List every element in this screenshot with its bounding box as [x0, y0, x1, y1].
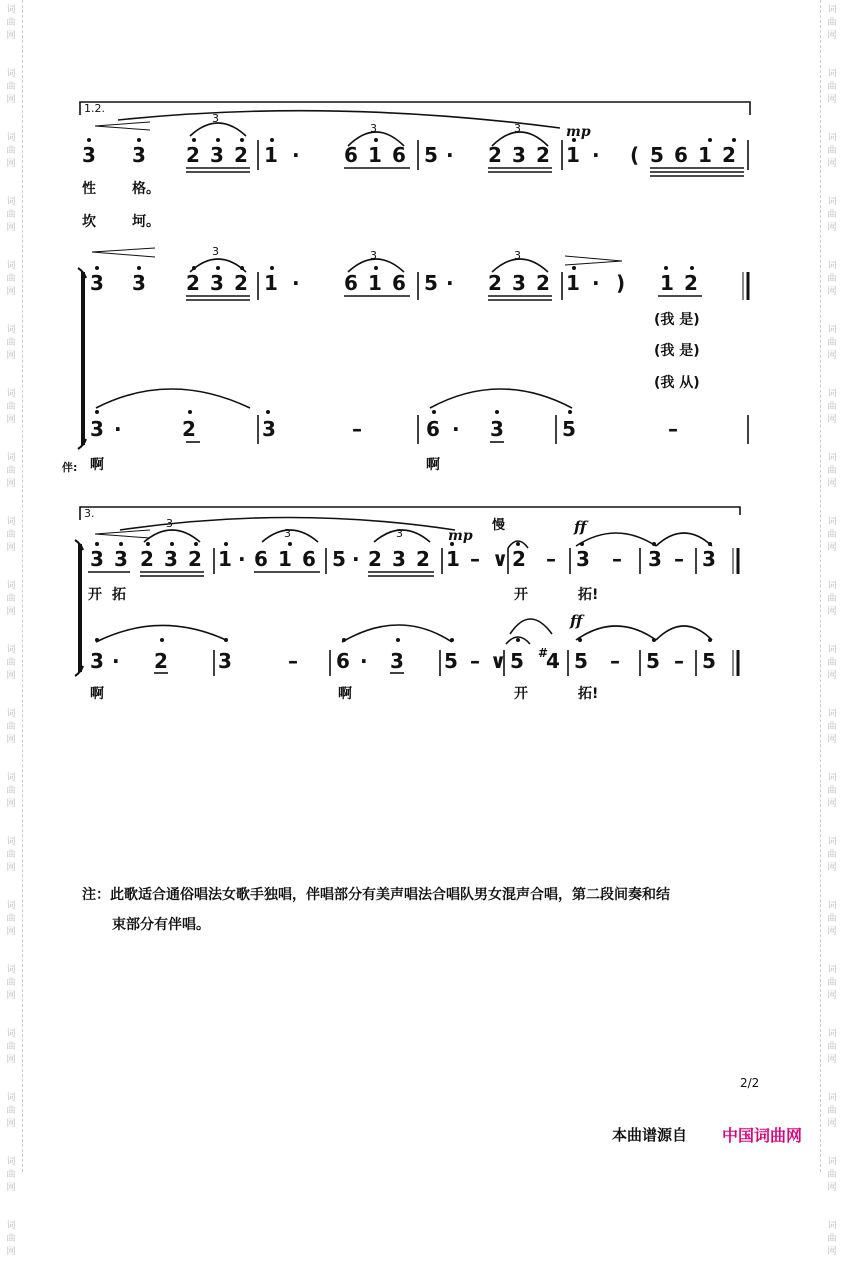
note-13: 3 — [512, 271, 526, 295]
watermark-char: 词 — [827, 261, 837, 271]
note-5: 1 — [218, 547, 232, 571]
watermark-char: 词 — [827, 1221, 837, 1231]
watermark-char: 曲 — [827, 594, 837, 604]
note-7: 3 — [390, 649, 404, 673]
note-18: 1 — [660, 271, 674, 295]
note-23: – — [674, 547, 684, 571]
note-6: · — [238, 547, 246, 571]
note-11: · — [352, 547, 360, 571]
watermark-char: 曲 — [827, 274, 837, 284]
watermark-char: 曲 — [6, 850, 16, 860]
note-5: 1 — [264, 271, 278, 295]
watermark-char: 曲 — [827, 18, 837, 28]
watermark-char: 词 — [6, 1221, 16, 1231]
watermark-char: 词 — [827, 645, 837, 655]
lyric-ah: 啊 — [338, 686, 352, 702]
note-13: 4 — [546, 649, 560, 673]
note-2: 2 — [182, 417, 196, 441]
lyric-kai: 开 — [514, 587, 528, 603]
watermark-char: 词 — [6, 261, 16, 271]
watermark-char: 词 — [827, 453, 837, 463]
watermark-char: 网 — [827, 351, 837, 361]
note-7: 6 — [344, 271, 358, 295]
note-8: 1 — [278, 547, 292, 571]
lyric-tuo: 拓! — [578, 686, 599, 702]
watermark-char: 曲 — [827, 786, 837, 796]
watermark-char: 词 — [827, 5, 837, 15]
note-15: 1 — [566, 143, 580, 167]
watermark-char: 词 — [6, 197, 16, 207]
note-3: 3 — [262, 417, 276, 441]
note-7: 6 — [254, 547, 268, 571]
watermark-char: 曲 — [827, 722, 837, 732]
note-12: 2 — [488, 143, 502, 167]
watermark-char: 曲 — [6, 594, 16, 604]
note-15: 1 — [566, 271, 580, 295]
note-16: 5 — [646, 649, 660, 673]
note-24: 3 — [702, 547, 716, 571]
note-2: 2 — [154, 649, 168, 673]
watermark-char: 网 — [6, 607, 16, 617]
note-18: 5 — [702, 649, 716, 673]
watermark-char: 曲 — [6, 18, 16, 28]
watermark-char: 词 — [6, 901, 16, 911]
source-label: 本曲谱源自 — [612, 1126, 688, 1144]
watermark-char: 网 — [827, 1119, 837, 1129]
watermark-char: 网 — [827, 31, 837, 41]
note-12: # — [538, 646, 549, 660]
note-11: 5 — [510, 649, 524, 673]
note-10: ∨ — [490, 649, 507, 673]
note-19: 6 — [674, 143, 688, 167]
note-1: · — [112, 649, 120, 673]
note-1: 3 — [132, 271, 146, 295]
watermark-char: 曲 — [6, 466, 16, 476]
note-16: · — [592, 271, 600, 295]
lyric-1: 性 — [82, 181, 96, 197]
watermark-char: 词 — [827, 709, 837, 719]
note-4: – — [352, 417, 362, 441]
watermark-char: 曲 — [6, 338, 16, 348]
watermark-char: 网 — [6, 1247, 16, 1257]
lyric-paren-2: (我 是) — [654, 343, 700, 359]
watermark-char: 网 — [827, 543, 837, 553]
note-14: 2 — [536, 143, 550, 167]
note-1: 3 — [132, 143, 146, 167]
watermark-char: 网 — [827, 1247, 837, 1257]
note-5: 6 — [336, 649, 350, 673]
watermark-char: 网 — [6, 223, 16, 233]
note-9: 6 — [392, 143, 406, 167]
tuplet-3: 3 — [212, 245, 219, 258]
note-3: 3 — [210, 143, 224, 167]
watermark-char: 词 — [6, 581, 16, 591]
note-20: 3 — [576, 547, 590, 571]
watermark-char: 网 — [6, 735, 16, 745]
watermark-char: 网 — [6, 31, 16, 41]
watermark-char: 曲 — [827, 146, 837, 156]
note-9: – — [668, 417, 678, 441]
watermark-char: 曲 — [827, 1106, 837, 1116]
watermark-char: 词 — [827, 325, 837, 335]
lyric-kai: 开 — [88, 587, 102, 603]
watermark-char: 网 — [827, 479, 837, 489]
note-13: 3 — [392, 547, 406, 571]
watermark-char: 词 — [827, 773, 837, 783]
watermark-char: 词 — [6, 5, 16, 15]
note-20: 1 — [698, 143, 712, 167]
watermark-char: 网 — [6, 479, 16, 489]
watermark-char: 词 — [827, 901, 837, 911]
watermark-char: 词 — [6, 389, 16, 399]
note-6: · — [360, 649, 368, 673]
lyric-tuo: 拓 — [112, 587, 126, 603]
watermark-char: 词 — [6, 133, 16, 143]
watermark-char: 曲 — [827, 402, 837, 412]
note-9: – — [470, 649, 480, 673]
note-12: 2 — [368, 547, 382, 571]
watermark-char: 网 — [6, 159, 16, 169]
watermark-char: 曲 — [6, 402, 16, 412]
watermark-char: 网 — [827, 927, 837, 937]
watermark-char: 曲 — [6, 1042, 16, 1052]
watermark-char: 曲 — [827, 978, 837, 988]
note-4: – — [288, 649, 298, 673]
watermark-char: 网 — [6, 927, 16, 937]
note-14: 2 — [416, 547, 430, 571]
note-17: ) — [616, 271, 626, 295]
watermark-char: 网 — [6, 671, 16, 681]
note-0: 3 — [90, 271, 104, 295]
note-10: 5 — [332, 547, 346, 571]
note-8: 1 — [368, 143, 382, 167]
page-number: 2/2 — [740, 1076, 760, 1090]
lyric-ah: 啊 — [90, 457, 104, 473]
note-5: 1 — [264, 143, 278, 167]
lyric-tuo: 拓! — [578, 587, 599, 603]
watermark-char: 词 — [827, 389, 837, 399]
watermark-char: 词 — [6, 645, 16, 655]
watermark-char: 词 — [6, 837, 16, 847]
note-11: · — [446, 271, 454, 295]
watermark-char: 词 — [827, 1093, 837, 1103]
footnote-line-2: 束部分有伴唱。 — [112, 917, 210, 933]
watermark-char: 网 — [827, 159, 837, 169]
note-10: 5 — [424, 271, 438, 295]
watermark-char: 网 — [6, 799, 16, 809]
note-22: 3 — [648, 547, 662, 571]
lyric-2: 坷。 — [132, 214, 160, 230]
watermark-char: 词 — [6, 709, 16, 719]
watermark-char: 曲 — [827, 338, 837, 348]
watermark-char: 曲 — [827, 530, 837, 540]
note-11: · — [446, 143, 454, 167]
watermark-char: 曲 — [827, 914, 837, 924]
watermark-char: 网 — [827, 735, 837, 745]
note-14: 5 — [574, 649, 588, 673]
note-4: 2 — [188, 547, 202, 571]
watermark-char: 词 — [827, 965, 837, 975]
note-2: 2 — [140, 547, 154, 571]
note-21: – — [612, 547, 622, 571]
note-9: 6 — [302, 547, 316, 571]
note-2: 2 — [186, 143, 200, 167]
note-17: – — [674, 649, 684, 673]
watermark-char: 网 — [827, 991, 837, 1001]
watermark-char: 网 — [6, 351, 16, 361]
watermark-char: 网 — [6, 95, 16, 105]
note-8: 5 — [562, 417, 576, 441]
note-10: 5 — [424, 143, 438, 167]
tempo-slow: 慢 — [492, 518, 506, 533]
watermark-char: 曲 — [6, 1170, 16, 1180]
tuplet-3: 3 — [514, 249, 521, 262]
tuplet-3: 3 — [514, 122, 521, 135]
note-15: 1 — [446, 547, 460, 571]
watermark-char: 网 — [6, 991, 16, 1001]
note-3: 3 — [210, 271, 224, 295]
watermark-char: 词 — [827, 581, 837, 591]
note-4: 2 — [234, 271, 248, 295]
watermark-char: 词 — [6, 517, 16, 527]
watermark-char: 网 — [827, 671, 837, 681]
lyric-1: 坎 — [82, 214, 96, 230]
watermark-char: 词 — [6, 965, 16, 975]
watermark-char: 曲 — [6, 914, 16, 924]
watermark-char: 词 — [6, 1093, 16, 1103]
note-14: 2 — [536, 271, 550, 295]
watermark-char: 词 — [6, 69, 16, 79]
watermark-char: 网 — [827, 1183, 837, 1193]
note-3: 3 — [218, 649, 232, 673]
watermark-char: 曲 — [6, 530, 16, 540]
watermark-char: 词 — [6, 453, 16, 463]
volta-label: 3. — [84, 507, 95, 520]
note-1: · — [114, 417, 122, 441]
note-16: – — [470, 547, 480, 571]
lyric-ah: 啊 — [426, 457, 440, 473]
watermark-char: 网 — [6, 287, 16, 297]
note-13: 3 — [512, 143, 526, 167]
note-0: 3 — [90, 547, 104, 571]
note-8: 5 — [444, 649, 458, 673]
watermark-char: 网 — [827, 223, 837, 233]
note-6: · — [292, 143, 300, 167]
watermark-char: 词 — [6, 1157, 16, 1167]
watermark-char: 曲 — [827, 466, 837, 476]
watermark-char: 词 — [6, 1029, 16, 1039]
watermark-char: 曲 — [827, 1042, 837, 1052]
note-0: 3 — [90, 417, 104, 441]
note-9: 6 — [392, 271, 406, 295]
watermark-char: 词 — [827, 1157, 837, 1167]
note-8: 1 — [368, 271, 382, 295]
tuplet-3: 3 — [284, 527, 291, 540]
dynamic-mp: mp — [566, 124, 591, 140]
note-21: 2 — [722, 143, 736, 167]
watermark-char: 网 — [6, 1119, 16, 1129]
note-6: · — [452, 417, 460, 441]
watermark-char: 曲 — [827, 210, 837, 220]
lyric-kai: 开 — [514, 686, 528, 702]
watermark-char: 曲 — [827, 850, 837, 860]
note-2: 2 — [186, 271, 200, 295]
watermark-char: 网 — [6, 415, 16, 425]
watermark-char: 网 — [827, 95, 837, 105]
watermark-char: 曲 — [6, 786, 16, 796]
watermark-char: 网 — [827, 287, 837, 297]
watermark-char: 词 — [827, 837, 837, 847]
note-6: · — [292, 271, 300, 295]
watermark-char: 词 — [827, 197, 837, 207]
watermark-char: 曲 — [6, 82, 16, 92]
tuplet-3: 3 — [370, 249, 377, 262]
footnote-line-1: 注：此歌适合通俗唱法女歌手独唱，伴唱部分有美声唱法合唱队男女混声合唱，第二段间奏和结 — [82, 887, 670, 903]
watermark-char: 网 — [827, 415, 837, 425]
dynamic-mp: mp — [448, 528, 473, 544]
watermark-char: 曲 — [827, 82, 837, 92]
watermark-char: 词 — [827, 69, 837, 79]
watermark-char: 词 — [827, 133, 837, 143]
watermark-char: 网 — [827, 799, 837, 809]
watermark-char: 网 — [6, 543, 16, 553]
note-7: 3 — [490, 417, 504, 441]
note-19: – — [546, 547, 556, 571]
watermark-char: 词 — [827, 517, 837, 527]
watermark-char: 曲 — [6, 978, 16, 988]
tuplet-3: 3 — [166, 517, 173, 530]
watermark-char: 曲 — [6, 274, 16, 284]
watermark-char: 曲 — [6, 722, 16, 732]
watermark-char: 曲 — [827, 658, 837, 668]
watermark-char: 网 — [827, 863, 837, 873]
dynamic-ff: ff — [574, 518, 587, 536]
tuplet-3: 3 — [212, 112, 219, 125]
watermark-char: 网 — [6, 1183, 16, 1193]
tuplet-3: 3 — [370, 122, 377, 135]
note-0: 3 — [90, 649, 104, 673]
note-19: 2 — [684, 271, 698, 295]
watermark-char: 网 — [827, 607, 837, 617]
watermark-char: 词 — [6, 773, 16, 783]
tuplet-3: 3 — [396, 527, 403, 540]
note-12: 2 — [488, 271, 502, 295]
lyric-2: 格。 — [132, 181, 160, 197]
watermark-char: 网 — [6, 1055, 16, 1065]
note-16: · — [592, 143, 600, 167]
watermark-char: 曲 — [6, 1106, 16, 1116]
watermark-char: 曲 — [6, 1234, 16, 1244]
accompaniment-label: 伴: — [62, 461, 78, 474]
lyric-paren-1: (我 是) — [654, 312, 700, 328]
watermark-char: 曲 — [827, 1234, 837, 1244]
watermark-char: 词 — [6, 325, 16, 335]
note-3: 3 — [164, 547, 178, 571]
note-5: 6 — [426, 417, 440, 441]
lyric-paren-3: (我 从) — [654, 375, 700, 391]
note-18: 5 — [650, 143, 664, 167]
lyric-ah: 啊 — [90, 686, 104, 702]
watermark-char: 曲 — [6, 146, 16, 156]
watermark-char: 词 — [827, 1029, 837, 1039]
note-17: ∨ — [492, 547, 509, 571]
volta-label: 1.2. — [84, 102, 105, 115]
note-4: 2 — [234, 143, 248, 167]
watermark-char: 网 — [6, 863, 16, 873]
note-0: 3 — [82, 143, 96, 167]
watermark-char: 曲 — [827, 1170, 837, 1180]
watermark-char: 曲 — [6, 658, 16, 668]
watermark-char: 曲 — [6, 210, 16, 220]
note-1: 3 — [114, 547, 128, 571]
watermark-char: 网 — [827, 1055, 837, 1065]
note-7: 6 — [344, 143, 358, 167]
note-18: 2 — [512, 547, 526, 571]
note-15: – — [610, 649, 620, 673]
source-site-link[interactable]: 中国词曲网 — [722, 1126, 803, 1145]
note-17: ( — [630, 143, 640, 167]
dynamic-ff: ff — [570, 612, 583, 630]
